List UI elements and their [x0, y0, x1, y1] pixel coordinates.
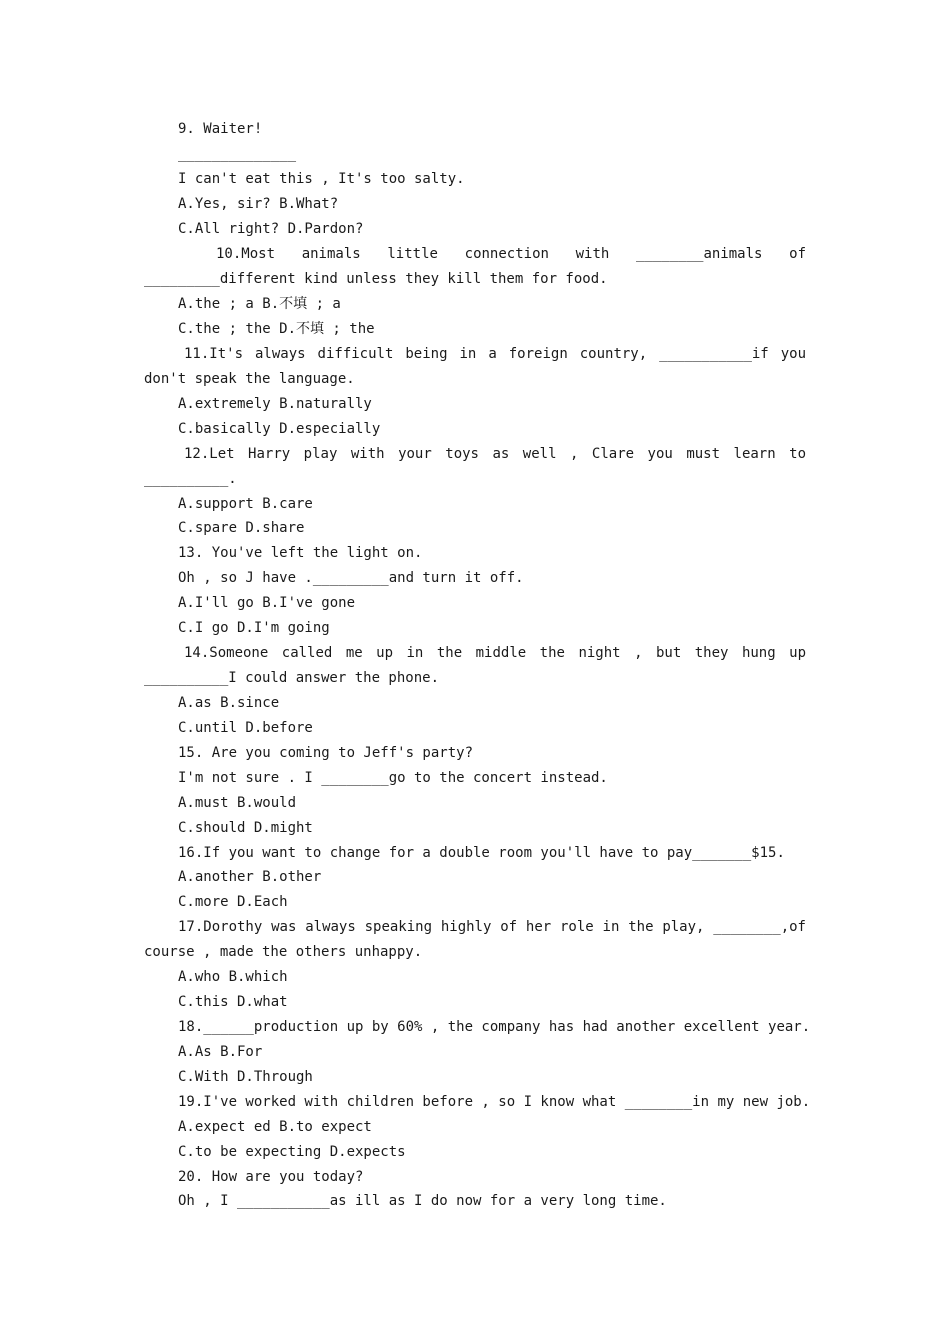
question-12-options-cd: C.spare D.share: [178, 520, 305, 536]
question-15-stem: 15. Are you coming to Jeff's party?: [178, 745, 474, 761]
question-10-stem-continued: _________different kind unless they kill them for food.: [144, 271, 608, 287]
question-15-options-cd: C.should D.might: [178, 820, 313, 836]
question-14-options-cd: C.until D.before: [178, 720, 313, 736]
question-19-options-ab: A.expect ed B.to expect: [178, 1119, 372, 1135]
question-14-stem-continued: __________I could answer the phone.: [144, 670, 440, 686]
question-12-options-ab: A.support B.care: [178, 496, 313, 512]
question-18-stem: 18.______production up by 60% , the company has had another excellent year.: [178, 1019, 811, 1035]
question-14-stem: 14.Someone called me up in the middle the night , but they hung up: [184, 645, 806, 661]
question-10-options-ab: A.the ; a B.不填 ; a: [178, 296, 341, 312]
question-14-options-ab: A.as B.since: [178, 695, 280, 711]
question-11-stem: 11.It's always difficult being in a foreign country, ___________if you: [184, 346, 806, 362]
question-11-options-ab: A.extremely B.naturally: [178, 396, 372, 412]
question-16-options-ab: A.another B.other: [178, 869, 322, 885]
question-9-options-ab: A.Yes, sir? B.What?: [178, 196, 339, 212]
question-20-stem: 20. How are you today?: [178, 1169, 364, 1185]
question-17-stem: 17.Dorothy was always speaking highly of her role in the play, ________,of: [178, 919, 806, 935]
question-17-options-ab: A.who B.which: [178, 969, 288, 985]
question-12-stem: 12.Let Harry play with your toys as well , Clare you must learn to: [184, 446, 806, 462]
question-9-options-cd: C.All right? D.Pardon?: [178, 221, 364, 237]
question-13-options-cd: C.I go D.I'm going: [178, 620, 330, 636]
question-10-options-cd: C.the ; the D.不填 ; the: [178, 321, 375, 337]
question-19-stem: 19.I've worked with children before , so I know what ________in my new job.: [178, 1094, 811, 1110]
question-13-stem: 13. You've left the light on.: [178, 545, 423, 561]
question-9-stem: 9. Waiter!: [178, 121, 263, 137]
question-15-options-ab: A.must B.would: [178, 795, 297, 811]
question-9-blank-line: ______________: [178, 146, 297, 162]
question-11-stem-continued: don't speak the language.: [144, 371, 355, 387]
question-20-reply: Oh , I ___________as ill as I do now for a very long time.: [178, 1193, 667, 1209]
question-13-reply: Oh , so J have ._________and turn it off.: [178, 570, 524, 586]
question-15-reply: I'm not sure . I ________go to the concert instead.: [178, 770, 608, 786]
question-17-options-cd: C.this D.what: [178, 994, 288, 1010]
question-18-options-cd: C.With D.Through: [178, 1069, 313, 1085]
question-10-stem: 10.Most animals little connection with ________animals of: [216, 246, 806, 262]
question-11-options-cd: C.basically D.especially: [178, 421, 381, 437]
question-13-options-ab: A.I'll go B.I've gone: [178, 595, 356, 611]
question-9-reply: I can't eat this , It's too salty.: [178, 171, 465, 187]
question-19-options-cd: C.to be expecting D.expects: [178, 1144, 406, 1160]
question-16-options-cd: C.more D.Each: [178, 894, 288, 910]
question-17-stem-continued: course , made the others unhappy.: [144, 944, 423, 960]
question-12-stem-continued: __________.: [144, 471, 237, 487]
question-16-stem: 16.If you want to change for a double room you'll have to pay_______$15.: [178, 845, 785, 861]
question-18-options-ab: A.As B.For: [178, 1044, 263, 1060]
